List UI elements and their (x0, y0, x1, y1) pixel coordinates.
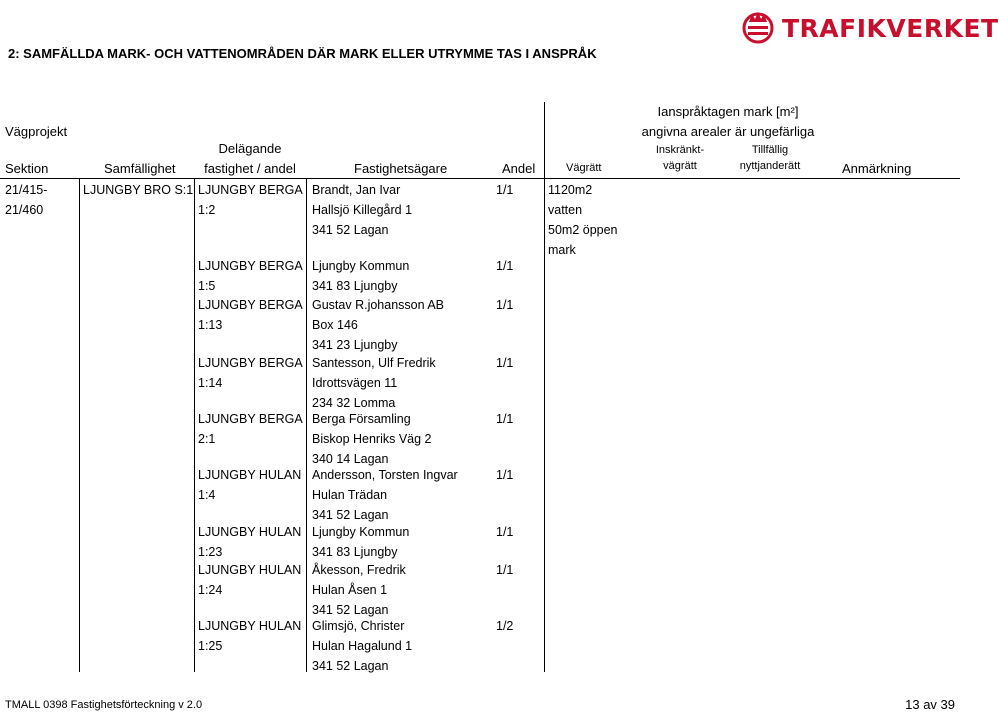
agare-entry: Gustav R.johansson AB Box 146 341 23 Ljungby (312, 298, 445, 352)
main-andel: 1/1 (496, 183, 514, 197)
col-divider (306, 178, 307, 672)
col-divider (194, 178, 195, 672)
footer-template: TMALL 0398 Fastighetsförteckning v 2.0 (5, 699, 203, 711)
agare-entry: Andersson, Torsten Ingvar Hulan Trädan 341 52 Lagan (312, 468, 458, 522)
col-tillfallig-2: nyttjanderätt (739, 160, 801, 172)
andel-value: 1/1 (496, 259, 514, 273)
andel-value: 1/1 (496, 412, 514, 426)
andel-value: 1/1 (496, 298, 514, 312)
andel-value: 1/1 (496, 525, 514, 539)
col-samfallighet: Samfällighet (104, 161, 176, 176)
fastighet-entry: LJUNGBY HULAN 1:24 (198, 563, 302, 597)
col-tillfallig: Tillfällig (751, 144, 789, 156)
agare-entry: Ljungby Kommun 341 83 Ljungby (312, 525, 410, 559)
col-delagande-fastighet: fastighet / andel (204, 161, 296, 176)
col-ianspraktagen-note: angivna arealer är ungefärliga (641, 124, 815, 139)
col-inskrankt-2: vägrätt (663, 160, 697, 172)
samfallighet-value: LJUNGBY BRO S:1 (83, 183, 194, 197)
agare-entry: Brandt, Jan Ivar Hallsjö Killegård 1 341 52 Lagan (312, 183, 413, 237)
agare-entry: Åkesson, Fredrik Hulan Åsen 1 341 52 Lagan (312, 563, 406, 617)
andel-value: 1/2 (496, 619, 514, 633)
trafikverket-logo (738, 6, 999, 46)
fastighet-entry: LJUNGBY HULAN 1:4 (198, 468, 302, 502)
sektion-value: 21/415- 21/460 (5, 183, 48, 217)
fastighet-entry: LJUNGBY HULAN 1:23 (198, 525, 302, 559)
fastighet-entry: LJUNGBY BERGA 1:13 (198, 298, 303, 332)
col-vagratt: Vägrätt (566, 162, 602, 174)
col-ianspraktagen: Ianspråktagen mark [m²] (657, 104, 799, 119)
fastighet-entry: LJUNGBY HULAN 1:25 (198, 619, 302, 653)
crown-icon (740, 8, 776, 44)
col-fastighetsagare: Fastighetsägare (354, 161, 448, 176)
page-title: 2: SAMFÄLLDA MARK- OCH VATTENOMRÅDEN DÄR MARK ELLER UTRYMME TAS I ANSPRÅK (8, 46, 597, 61)
agare-entry: Ljungby Kommun 341 83 Ljungby (312, 259, 410, 293)
andel-value: 1/1 (496, 356, 514, 370)
vagratt-value: 1120m2 vatten 50m2 öppen mark (548, 183, 618, 257)
fastighet-entry: LJUNGBY BERGA 1:14 (198, 356, 303, 390)
fastighet-entry: LJUNGBY BERGA 1:2 (198, 183, 303, 217)
andel-value: 1/1 (496, 563, 514, 577)
col-inskrankt: Inskränkt- (655, 144, 705, 156)
col-divider (79, 178, 80, 672)
col-vagprojekt: Vägprojekt (5, 124, 68, 139)
fastighet-entry: LJUNGBY BERGA 1:5 (198, 259, 303, 293)
agare-entry: Santesson, Ulf Fredrik Idrottsvägen 11 234 32 Lomma (312, 356, 436, 410)
col-anmarkning: Anmärkning (842, 161, 912, 176)
agare-entry: Glimsjö, Christer Hulan Hagalund 1 341 52 Lagan (312, 619, 413, 673)
agare-entry: Berga Församling Biskop Henriks Väg 2 340 14 Lagan (312, 412, 432, 466)
andel-value: 1/1 (496, 468, 514, 482)
col-divider (544, 102, 545, 672)
header-divider (0, 178, 960, 179)
col-sektion: Sektion (5, 161, 49, 176)
page-number: 13 av 39 (905, 697, 955, 712)
col-delagande: Delägande (218, 141, 282, 156)
logo-text: TRAFIKVERKET (782, 14, 999, 43)
fastighet-entry: LJUNGBY BERGA 2:1 (198, 412, 303, 446)
col-andel: Andel (502, 161, 536, 176)
